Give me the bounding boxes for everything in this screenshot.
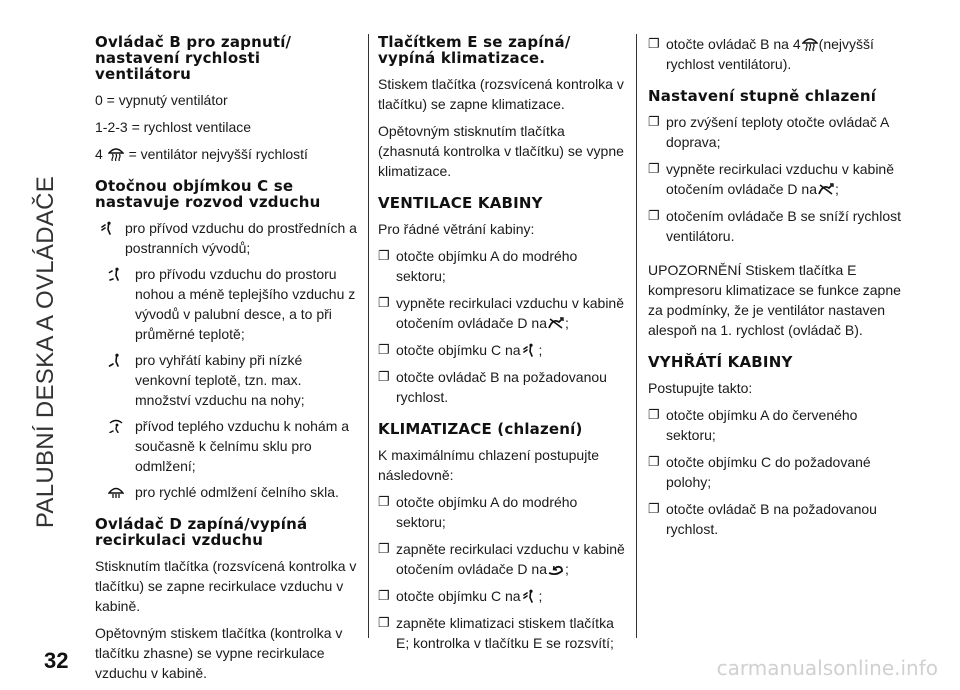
section-heading: Ovládač D zapíná/vypíná recirkulaci vzduchu [95, 515, 308, 549]
recirculation-off-icon [818, 182, 834, 196]
list-item-text: otočte objímku A do modrého sektoru; [396, 494, 578, 530]
list-item-text: otočte objímku C na [396, 588, 521, 604]
recirculation-off-icon [548, 316, 564, 330]
paragraph: Pro řádné větrání kabiny: [378, 221, 535, 237]
list-item [95, 218, 357, 258]
list-item-text: otočte objímku A do modrého sektoru; [396, 248, 578, 284]
list-item-text: ; [564, 561, 569, 577]
list-item [648, 34, 910, 74]
section-heading: Otočnou objímkou C se nastavuje rozvod vzduchu [95, 177, 321, 211]
list-item [648, 112, 910, 152]
bullet-checkbox-icon: ❐ [648, 407, 660, 422]
list-item [648, 452, 910, 492]
section-heading: KLIMATIZACE (chlazení) [378, 420, 583, 438]
list-item [95, 264, 357, 344]
paragraph: K maximálnímu chlazení postupujte následovně: [378, 447, 599, 483]
list-item [648, 159, 910, 199]
column-divider [636, 34, 637, 638]
bullet-checkbox-icon: ❐ [378, 295, 390, 310]
paragraph: 0 = vypnutý ventilátor [95, 92, 228, 108]
face-vent-icon [522, 589, 538, 603]
bullet-checkbox-icon: ❐ [378, 615, 390, 630]
list-item-text: (nejvyšší rychlost ventilátoru). [666, 36, 874, 72]
list-item [95, 416, 357, 476]
recirculation-on-icon [548, 562, 564, 576]
paragraph [95, 144, 357, 164]
bullet-checkbox-icon: ❐ [378, 541, 390, 556]
list-item-text: pro zvýšení teploty otočte ovládač A doprava; [666, 114, 889, 150]
paragraph: 1-2-3 = rychlost ventilace [95, 119, 252, 135]
bullet-checkbox-icon: ❐ [378, 588, 390, 603]
bullet-checkbox-icon: ❐ [378, 369, 390, 384]
list-item [378, 246, 630, 286]
list-item [95, 350, 357, 410]
list-item-text: otočte objímku A do červeného sektoru; [666, 407, 858, 443]
paragraph: Opětovným stiskem tlačítka (kontrolka v tlačítku zhasne) se vypne recirkulace vzduchu v kabině. [95, 625, 343, 681]
list-item-text: zapněte recirkulaci vzduchu v kabině otočením ovládače D na [396, 541, 625, 577]
bullet-checkbox-icon: ❐ [378, 494, 390, 509]
list-item-text: otočte ovládač B na požadovanou rychlost. [396, 369, 607, 405]
bullet-checkbox-icon: ❐ [648, 161, 660, 176]
paragraph: Stisknutím tlačítka (rozsvícená kontrolka v tlačítku) se zapne recirkulace vzduchu v kabině. [95, 558, 357, 614]
list-item [648, 405, 910, 445]
face-vent-icon [100, 221, 116, 235]
list-item [378, 492, 630, 532]
section-heading: Tlačítkem E se zapíná/ vypíná klimatizace. [378, 33, 571, 67]
bullet-checkbox-icon: ❐ [378, 342, 390, 357]
list-item [378, 293, 630, 333]
bullet-checkbox-icon: ❐ [648, 454, 660, 469]
list-item [95, 482, 357, 502]
paragraph: Stiskem tlačítka (rozsvícená kontrolka v tlačítku) se zapne klimatizace. [378, 76, 624, 112]
list-item-text: otočte ovládač B na 4 [666, 36, 801, 52]
section-heading: VYHŘÁTÍ KABINY [648, 353, 793, 371]
page-number: 32 [44, 648, 69, 673]
face-feet-vent-icon [108, 267, 124, 281]
feet-defrost-vent-icon [108, 419, 124, 433]
list-item [378, 613, 630, 653]
list-item-text: vypněte recirkulaci vzduchu v kabině otočením ovládače D na [396, 295, 625, 331]
section-heading: Nastavení stupně chlazení [648, 87, 877, 105]
paragraph: Postupujte takto: [648, 380, 753, 396]
list-item-text: ; [564, 315, 569, 331]
column-3 [648, 34, 910, 546]
list-item [378, 586, 630, 606]
bullet-checkbox-icon: ❐ [648, 114, 660, 129]
list-item-text: otočte objímku C do požadované polohy; [666, 454, 871, 490]
list-item-text: pro přívodu vzduchu do prostoru nohou a méně teplejšího vzduchu z vývodů v palubní desce, a to při průměrné teplotě; [135, 266, 356, 342]
defrost-fan-icon [802, 37, 818, 51]
defrost-fan-icon [108, 147, 124, 161]
side-chapter-title: PALUBNÍ DESKA A OVLÁDAČE [32, 175, 59, 529]
list-item-text: vypněte recirkulaci vzduchu v kabině otočením ovládače D na [666, 161, 895, 197]
list-item [648, 499, 910, 539]
list-item-text: pro rychlé odmlžení čelního skla. [135, 484, 339, 500]
column-divider [368, 34, 369, 638]
section-heading: VENTILACE KABINY [378, 194, 543, 212]
bullet-checkbox-icon: ❐ [378, 248, 390, 263]
section-heading: Ovládač B pro zapnutí/ nastavení rychlosti ventilátoru [95, 33, 292, 83]
list-item-text: otočením ovládače B se sníží rychlost ventilátoru. [666, 208, 901, 244]
list-item [378, 367, 630, 407]
windscreen-defrost-icon [108, 485, 124, 499]
list-item-text: přívod teplého vzduchu k nohám a současně k čelnímu sklu pro odmlžení; [135, 418, 350, 474]
bullet-checkbox-icon: ❐ [648, 208, 660, 223]
list-item-text: pro vyhřátí kabiny při nízké venkovní teplotě, tzn. max. množství vzduchu na nohy; [135, 352, 305, 408]
list-item-text: otočte ovládač B na požadovanou rychlost. [666, 501, 877, 537]
list-item [378, 539, 630, 579]
column-1 [95, 34, 357, 690]
list-item-text: ; [538, 588, 543, 604]
fan-speed-number: 4 [95, 146, 103, 162]
bullet-checkbox-icon: ❐ [648, 501, 660, 516]
bullet-checkbox-icon: ❐ [648, 36, 660, 51]
warning-paragraph: UPOZORNĚNÍ Stiskem tlačítka E kompresoru klimatizace se funkce zapne za podmínky, že je ventilátor nastaven alespoň na 1. rychlost (ovládač B). [648, 262, 901, 338]
list-item [648, 206, 910, 246]
column-2 [378, 34, 630, 660]
watermark: carmanualsonline.info [716, 656, 938, 680]
list-item-text: ; [834, 181, 839, 197]
list-item-text: otočte objímku C na [396, 342, 521, 358]
list-item-text: pro přívod vzduchu do prostředních a postranních vývodů; [125, 220, 357, 256]
face-vent-icon [522, 343, 538, 357]
list-item-text: zapněte klimatizaci stiskem tlačítka E; kontrolka v tlačítku E se rozsvítí; [396, 615, 614, 651]
paragraph: Opětovným stisknutím tlačítka (zhasnutá kontrolka v tlačítku) se vypne klimatizace. [378, 123, 624, 179]
list-item [378, 340, 630, 360]
paragraph-text: = ventilátor nejvyšší rychlostí [128, 146, 308, 162]
list-item-text: ; [538, 342, 543, 358]
feet-vent-icon [108, 353, 124, 367]
